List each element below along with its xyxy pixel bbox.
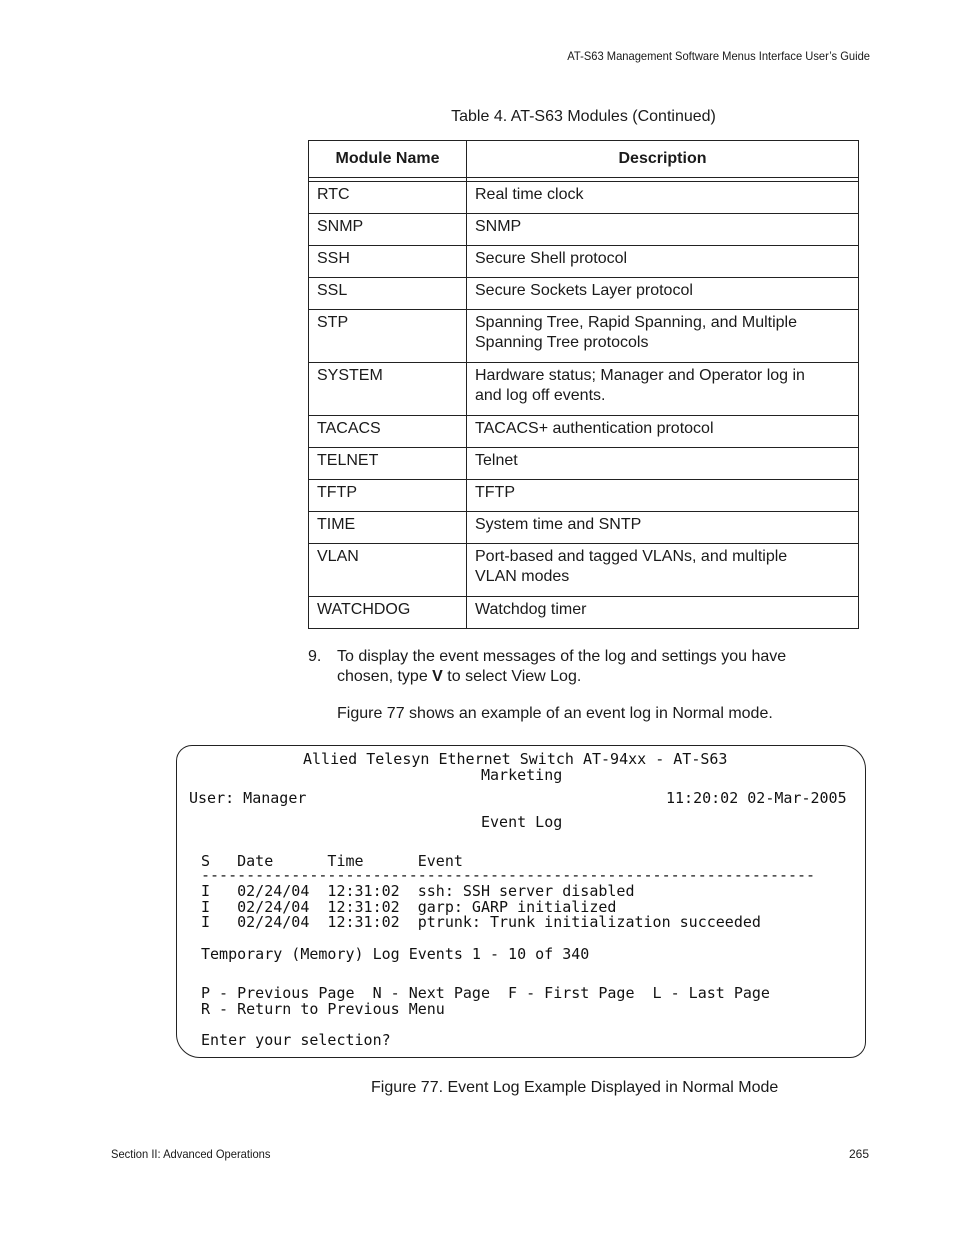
description-line: Watchdog timer [475,601,587,618]
module-name-cell: TACACS [309,416,467,448]
module-name-cell: SSH [309,246,467,278]
step-number: 9. [308,648,322,665]
table-row [309,363,859,416]
terminal-subtitle: Marketing [481,766,563,784]
step-line-2-before: chosen, type [337,668,433,685]
description-line: Spanning Tree, Rapid Spanning, and Multiple [475,314,797,331]
description-cell [467,512,859,544]
description-line: Secure Sockets Layer protocol [475,282,693,299]
table-row [309,310,859,363]
description-cell [467,278,859,310]
terminal-screen-title: Event Log [481,813,563,831]
module-name-cell: TELNET [309,448,467,480]
view-log-key: V [432,668,443,685]
terminal-event-row: I 02/24/04 12:31:02 ptrunk: Trunk initialization succeeded [201,913,761,931]
figure-reference-paragraph: Figure 77 shows an example of an event log in Normal mode. [337,705,773,722]
description-line: System time and SNTP [475,516,642,533]
page-number: 265 [848,1147,869,1161]
table-row [309,278,859,310]
table-row [309,544,859,597]
description-cell [467,544,859,597]
description-cell [467,182,859,214]
column-header-description: Description [467,141,859,178]
description-line: TFTP [475,484,515,501]
module-name-cell: RTC [309,182,467,214]
table-row [309,416,859,448]
terminal-screen [176,745,866,1058]
column-header-module-name: Module Name [309,141,467,178]
description-line: Secure Shell protocol [475,250,628,267]
module-name-cell: TFTP [309,480,467,512]
table-row [309,214,859,246]
terminal-datetime: 11:20:02 02-Mar-2005 [666,789,847,807]
terminal-user: User: Manager [189,789,307,807]
module-name-cell: SNMP [309,214,467,246]
module-name-cell: WATCHDOG [309,597,467,629]
step-line-2-after: to select View Log. [442,668,582,685]
figure-caption: Figure 77. Event Log Example Displayed in Normal Mode [371,1079,779,1096]
terminal-event-row: I 02/24/04 12:31:02 garp: GARP initialized [201,898,617,916]
terminal-title: Allied Telesyn Ethernet Switch AT-94xx - AT-S63 [303,750,728,768]
description-cell [467,480,859,512]
description-line: TACACS+ authentication protocol [475,420,714,437]
table-row [309,512,859,544]
description-line: Telnet [475,452,518,469]
description-line: SNMP [475,218,522,235]
running-header: AT-S63 Management Software Menus Interface User’s Guide [567,49,870,63]
terminal-return-option: R - Return to Previous Menu [201,1000,445,1018]
terminal-event-row: I 02/24/04 12:31:02 ssh: SSH server disabled [201,882,635,900]
description-line: Spanning Tree protocols [475,334,649,351]
description-line: Real time clock [475,186,584,203]
module-name-cell: TIME [309,512,467,544]
table-row [309,597,859,629]
description-cell [467,597,859,629]
table-row [309,246,859,278]
table-caption: Table 4. AT-S63 Modules (Continued) [451,108,716,125]
table-body [309,178,859,629]
table-row [309,448,859,480]
description-cell [467,448,859,480]
description-cell [467,416,859,448]
description-cell [467,246,859,278]
description-line: Port-based and tagged VLANs, and multiple [475,548,788,565]
table-row [309,182,859,214]
table-row [309,480,859,512]
module-name-cell: STP [309,310,467,363]
step-text [337,647,847,687]
description-cell [467,310,859,363]
description-line: Hardware status; Manager and Operator log in [475,367,805,384]
terminal-nav-options: P - Previous Page N - Next Page F - First Page L - Last Page [201,984,770,1002]
description-line: and log off events. [475,387,606,404]
footer-section: Section II: Advanced Operations [111,1147,271,1161]
terminal-divider: -------------------------------------------------------------------- [201,866,816,884]
module-name-cell: SSL [309,278,467,310]
terminal-column-header: S Date Time Event [201,852,463,870]
step-line-1: To display the event messages of the log and settings you have [337,648,787,665]
module-name-cell: VLAN [309,544,467,597]
description-cell [467,363,859,416]
description-line: VLAN modes [475,568,570,585]
module-name-cell: SYSTEM [309,363,467,416]
terminal-prompt: Enter your selection? [201,1031,391,1049]
terminal-summary: Temporary (Memory) Log Events 1 - 10 of 340 [201,945,590,963]
description-cell [467,214,859,246]
step-line-2 [337,667,847,687]
modules-table [308,140,859,629]
